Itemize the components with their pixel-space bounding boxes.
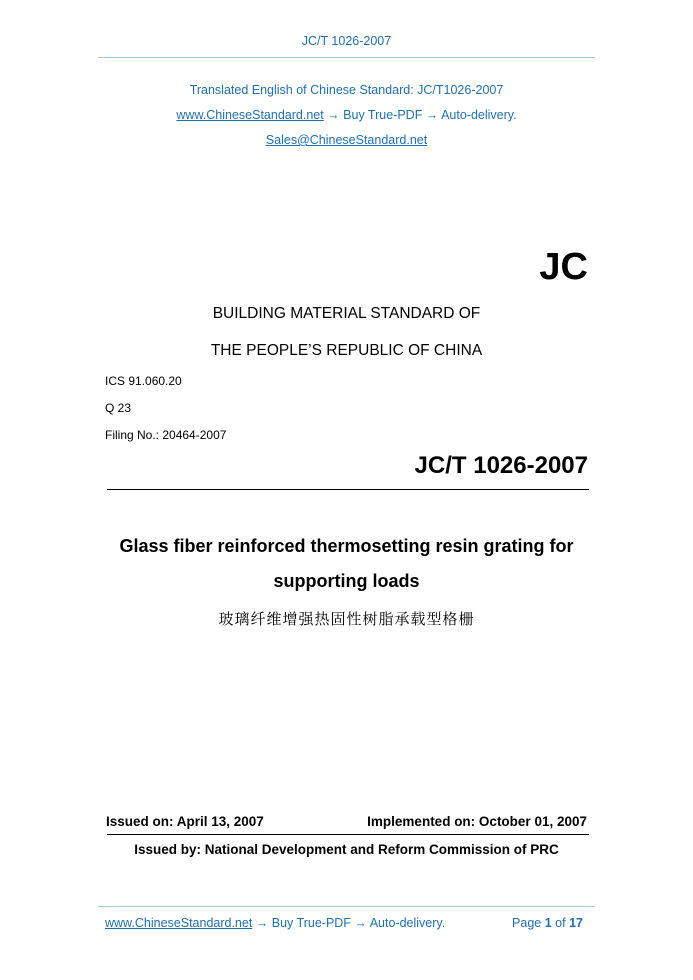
translation-notice: Translated English of Chinese Standard: JC/T1026-2007	[189, 83, 504, 97]
sales-email-link[interactable]: Sales@ChineseStandard.net	[265, 133, 428, 147]
promo-text: → Buy True-PDF → Auto-delivery.	[323, 108, 517, 122]
standard-type-line-1: BUILDING MATERIAL STANDARD OF	[212, 305, 481, 322]
footer-promo-text: → Buy True-PDF → Auto-delivery.	[252, 916, 446, 930]
header-standard-code: JC/T 1026-2007	[301, 34, 392, 48]
issued-by: Issued by: National Development and Reform Commission of PRC	[134, 842, 559, 857]
ccs-number: Q 23	[105, 401, 132, 415]
footer-divider	[98, 906, 595, 907]
title-en-line-1: Glass fiber reinforced thermosetting resin grating for	[119, 536, 574, 556]
page-of: of	[555, 916, 566, 930]
page-current: 1	[544, 916, 552, 930]
sales-line	[0, 133, 693, 147]
title-cn: 玻璃纤维增强热固性树脂承载型格栅	[218, 611, 475, 628]
footer-promo	[105, 916, 445, 930]
issued-on: Issued on: April 13, 2007	[106, 814, 264, 829]
promo-line	[0, 108, 693, 122]
category-mark: JC	[539, 246, 588, 288]
header-divider	[98, 57, 595, 58]
code-divider	[107, 489, 589, 490]
website-link[interactable]: www.ChineseStandard.net	[176, 108, 324, 122]
standard-code: JC/T 1026-2007	[414, 452, 588, 479]
page-label: Page	[512, 916, 542, 930]
page-indicator	[512, 916, 583, 930]
implemented-on: Implemented on: October 01, 2007	[367, 814, 587, 829]
page-total: 17	[569, 916, 583, 930]
footer-website-link[interactable]: www.ChineseStandard.net	[105, 916, 253, 930]
ics-number: ICS 91.060.20	[105, 374, 182, 388]
filing-number: Filing No.: 20464-2007	[105, 428, 227, 442]
title-en-line-2: supporting loads	[273, 571, 420, 591]
dates-divider	[107, 834, 589, 835]
standard-type-line-2: THE PEOPLE’S REPUBLIC OF CHINA	[210, 342, 483, 359]
